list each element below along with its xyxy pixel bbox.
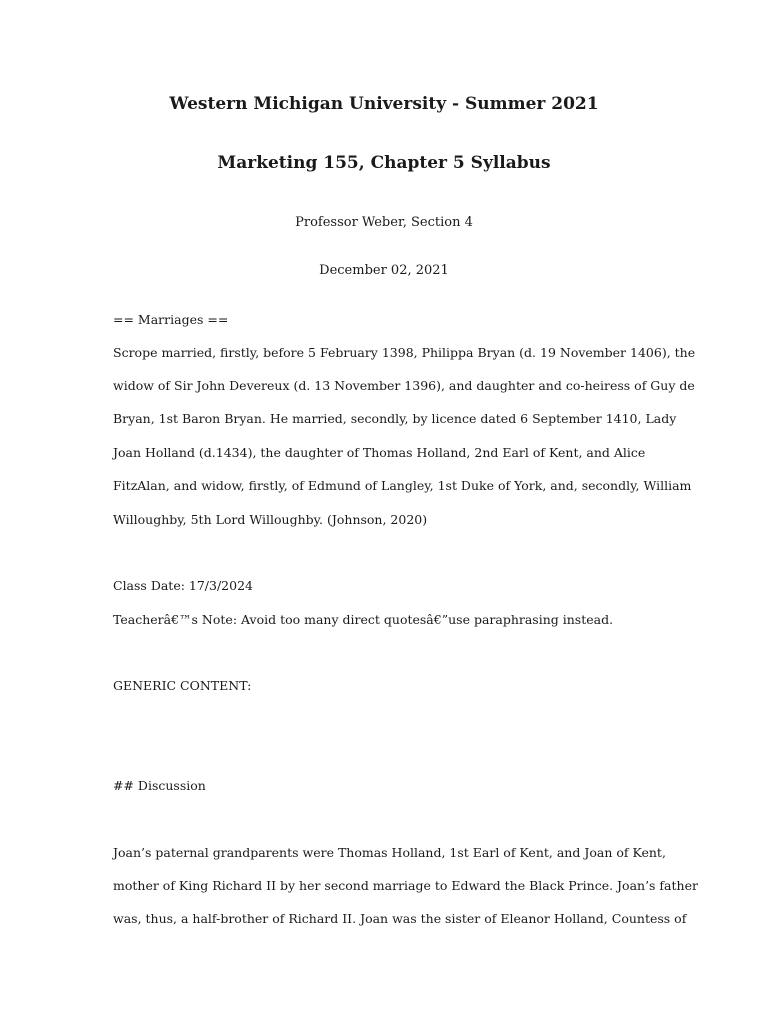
- paragraph-line: Willoughby, 5th Lord Willoughby. (Johnson, 2020): [113, 512, 428, 527]
- paragraph-line: mother of King Richard II by her second marriage to Edward the Black Prince. Joan’s father: [113, 878, 698, 893]
- date-line: December 02, 2021: [319, 263, 449, 278]
- paragraph-line: was, thus, a half-brother of Richard II. Joan was the sister of Eleanor Holland, Countess of: [113, 911, 687, 926]
- paragraph-line: Joan’s paternal grandparents were Thomas Holland, 1st Earl of Kent, and Joan of Kent,: [113, 845, 666, 860]
- university-title: Western Michigan University - Summer 2021: [169, 94, 599, 114]
- professor-line: Professor Weber, Section 4: [295, 215, 473, 230]
- course-title: Marketing 155, Chapter 5 Syllabus: [217, 153, 551, 173]
- paragraph-line: Joan Holland (d.1434), the daughter of Thomas Holland, 2nd Earl of Kent, and Alice: [113, 445, 646, 460]
- discussion-heading: ## Discussion: [113, 778, 206, 793]
- paragraph-line: Scrope married, firstly, before 5 February 1398, Philippa Bryan (d. 19 November 1406), the: [113, 345, 696, 360]
- generic-content-label: GENERIC CONTENT:: [113, 678, 252, 693]
- class-date: Class Date: 17/3/2024: [113, 578, 253, 593]
- paragraph-line: FitzAlan, and widow, firstly, of Edmund of Langley, 1st Duke of York, and, secondly, William: [113, 478, 692, 493]
- paragraph-line: widow of Sir John Devereux (d. 13 November 1396), and daughter and co-heiress of Guy de: [113, 378, 695, 393]
- teacher-note: Teacherâ€™s Note: Avoid too many direct quotesâ€”use paraphrasing instead.: [113, 612, 614, 627]
- paragraph-line: Bryan, 1st Baron Bryan. He married, secondly, by licence dated 6 September 1410, Lady: [113, 411, 677, 426]
- marriages-heading: == Marriages ==: [113, 312, 229, 327]
